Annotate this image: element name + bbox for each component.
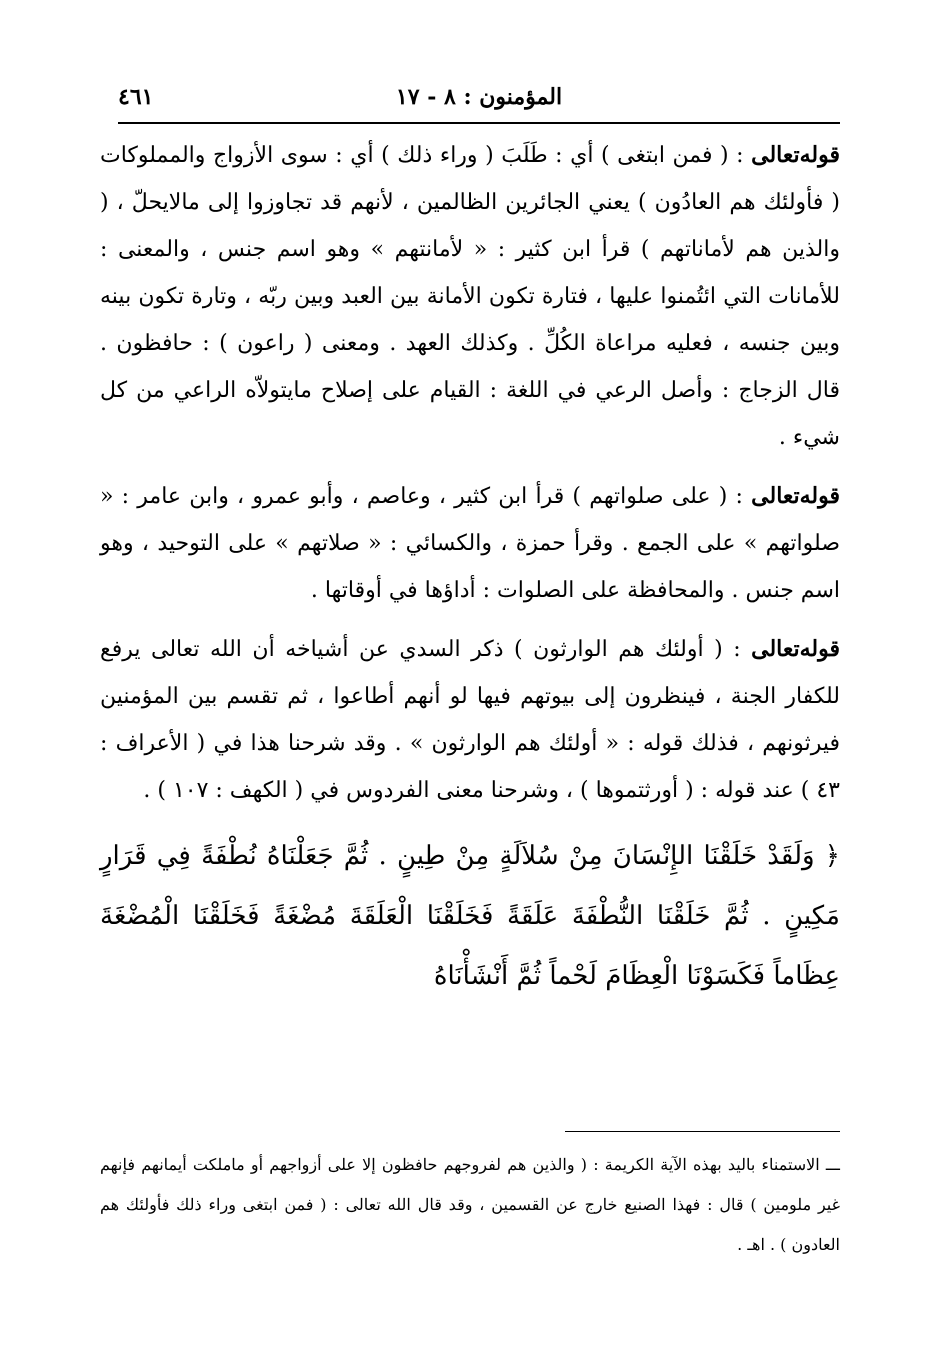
footnote: ـــ الاستمناء باليد بهذه الآية الكريمة : ( والذين هم لفروجهم حافظون إلا على أزواجهم أو ماملكت أيمانهم فإنهم غير ملومين ) قال : فهذا الصنيع خارج عن القسمين ، وقد قال الله تعالى : ( فمن ابتغى وراء ذلك فأولئك هم العادون ) . اهـ . <box>100 1155 840 1254</box>
running-title: المؤمنون : ٨ - ١٧ <box>395 84 563 110</box>
paragraph-text: : ( أولئك هم الوارثون ) ذكر السدي عن أشياخه أن الله تعالى يرفع للكفار الجنة ، فينظرون إلى بيوتهم فيها لو أنهم أطاعوا ، ثم تقسم بين المؤمنين فيرثونهم ، فذلك قوله : « أولئك هم الوارثون » . وقد شرحنا هذا في ( الأعراف : ٤٣ ) عند قوله : ( أورثتموها ) ، وشرحنا معنى الفردوس في ( الكهف : ١٠٧ ) . <box>100 637 840 803</box>
quran-verse: ﴿ وَلَقَدْ خَلَقْنَا الإِنْسَانَ مِنْ سُلاَلَةٍ مِنْ طِينٍ . ثُمَّ جَعَلْنَاهُ نُطْفَةً فِي قَرَارٍ مَكِينٍ . ثُمَّ خَلَقْنَا النُّطْفَةَ عَلَقَةً فَخَلَقْنَا الْعَلَقَةَ مُضْغَةً فَخَلَقْنَا الْمُضْغَةَ عِظَاماً فَكَسَوْنَا الْعِظَامَ لَحْماً ثُمَّ أَنْشَأْنَاهُ <box>100 841 840 991</box>
paragraph-lead: قوله‌تعالى <box>751 142 840 168</box>
paragraph-text: : ( فمن ابتغى ) أي : طَلَبَ ( وراء ذلك ) أي : سوى الأزواج والمملوكات ( فأولئك هم العادُون ) يعني الجائرين الظالمين ، لأنهم قد تجاوزوا إلى مالايحلّ ، ( والذين هم لأماناتهم ) قرأ ابن كثير : « لأمانتهم » وهو اسم جنس ، والمعنى : للأمانات التي ائتُمنوا عليها ، فتارة تكون الأمانة بين العبد وبين ربّه ، وتارة تكون بينه وبين جنسه ، فعليه مراعاة الكُلِّ . وكذلك العهد . ومعنى ( راعون ) : حافظون . قال الزجاج : وأصل الرعي في اللغة : القيام على إصلاح مايتولاّه الراعي من كل شيء . <box>100 143 840 450</box>
paragraph-commentary-3 <box>100 626 840 814</box>
paragraph-commentary-2 <box>100 473 840 614</box>
main-text <box>100 132 840 1006</box>
header-rule <box>118 122 840 124</box>
paragraph-commentary-1 <box>100 132 840 461</box>
paragraph-lead: قوله‌تعالى <box>751 483 841 509</box>
page-number: ٤٦١ <box>118 84 154 110</box>
footnote-rule <box>565 1131 840 1132</box>
page-header <box>118 80 840 120</box>
paragraph-text: : ( على صلواتهم ) قرأ ابن كثير ، وعاصم ، وأبو عمرو ، وابن عامر : « صلواتهم » على الجمع . وقرأ حمزة ، والكسائي : « صلاتهم » على التوحيد ، وهو اسم جنس . والمحافظة على الصلوات : أداؤها في أوقاتها . <box>100 484 840 603</box>
paragraph-lead: قوله‌تعالى <box>751 636 840 662</box>
